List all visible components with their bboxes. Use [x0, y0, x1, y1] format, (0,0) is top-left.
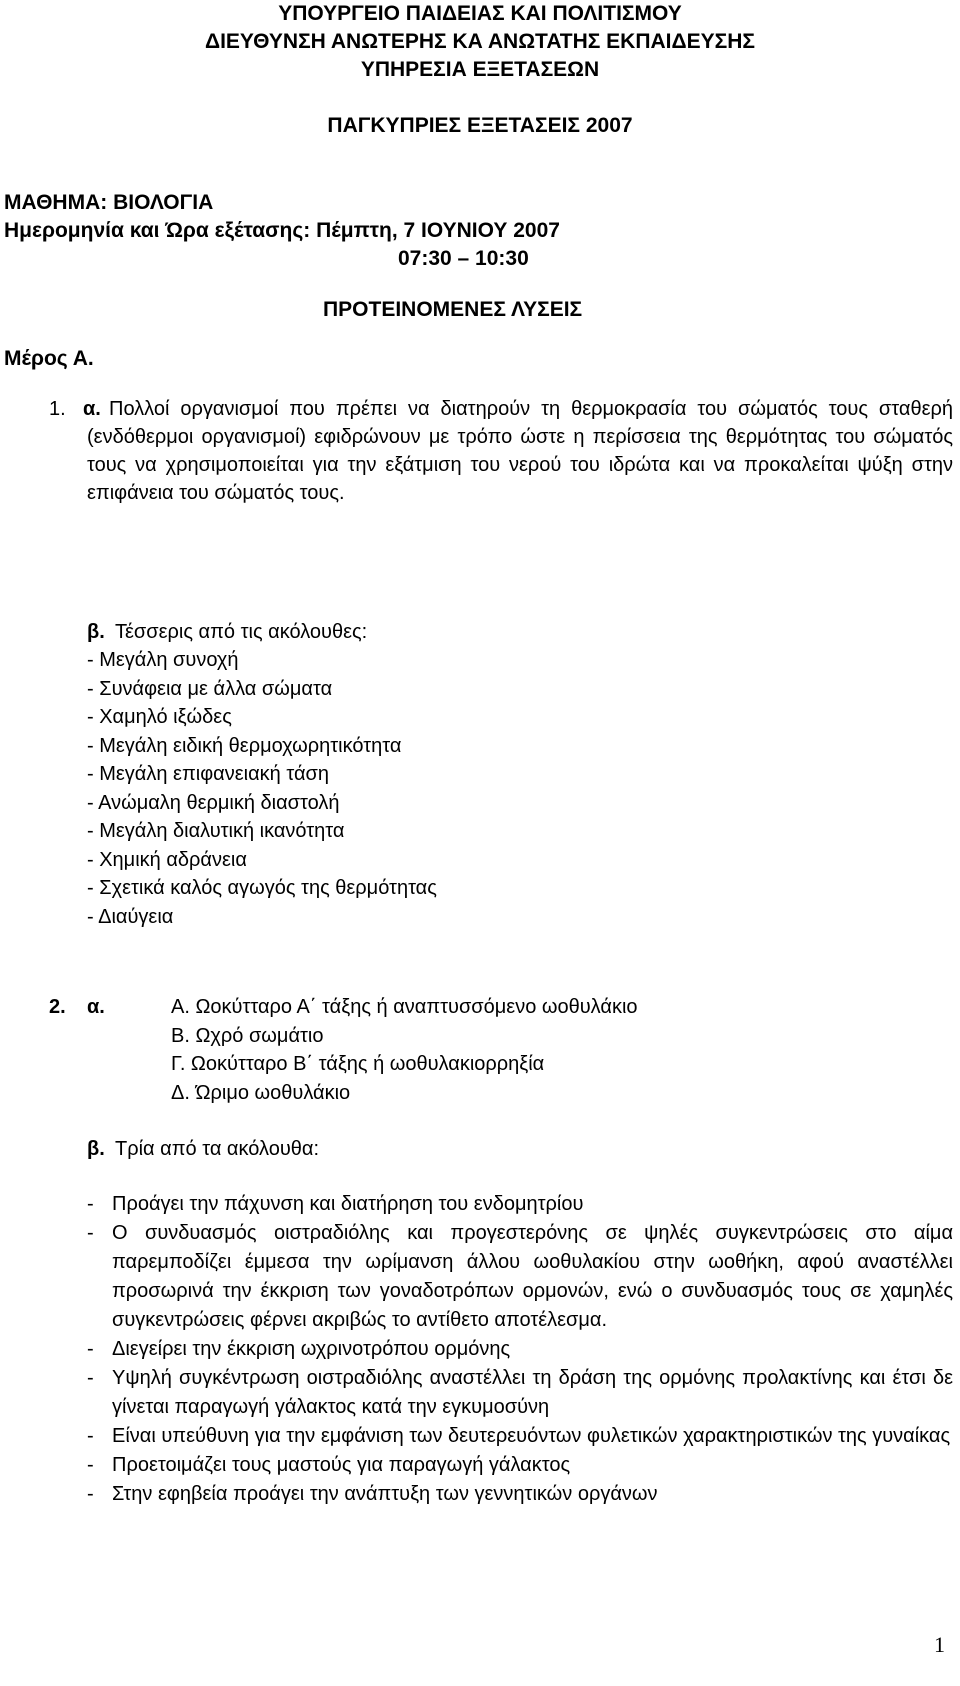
q2-b-list [87, 1190, 953, 1509]
q1-b-intro: Τέσσερις από τις ακόλουθες: [115, 621, 368, 643]
exam-date-line: Ημερομηνία και Ώρα εξέτασης: Πέμπτη, 7 ΙΟΥΝΙΟΥ 2007 [4, 219, 560, 242]
list-item: - Σχετικά καλός αγωγός της θερμότητας [87, 877, 437, 899]
list-item: - Μεγάλη συνοχή [87, 649, 239, 671]
q1-number: 1. [49, 398, 66, 420]
list-item: - Διαύγεια [87, 905, 174, 928]
exam-title: ΠΑΓΚΥΠΡΙΕΣ ΕΞΕΤΑΣΕΙΣ 2007 [327, 114, 633, 137]
list-item: - Ο συνδυασμός οιστραδιόλης και προγεστερόνης σε ψηλές συγκεντρώσεις στο αίμα παρεμποδίζει έμμεσα την ωρίμανση άλλου ωοθυλακίου στην ωοθήκη, αφού αναστέλλει προσωρινά την έκκριση των γοναδοτρόπων ορμονών, ενώ ο συνδυασμός τους σε χαμηλές συγκεντρώσεις φέρνει ακριβώς το αντίθετο αποτέλεσμα. [87, 1222, 953, 1331]
list-item: - Χαμηλό ιξώδες [87, 706, 232, 728]
ministry-title: ΥΠΟΥΡΓΕΙΟ ΠΑΙΔΕΙΑΣ ΚΑΙ ΠΟΛΙΤΙΣΜΟΥ [278, 2, 682, 25]
list-item: - Διεγείρει την έκκριση ωχρινοτρόπου ορμόνης [87, 1338, 511, 1360]
list-item: - Είναι υπεύθυνη για την εμφάνιση των δευτερευόντων φυλετικών χαρακτηριστικών της γυναίκας [87, 1425, 951, 1447]
list-item: Γ. Ωοκύτταρο Β΄ τάξης ή ωοθυλακιορρηξία [171, 1053, 545, 1075]
list-item: - Στην εφηβεία προάγει την ανάπτυξη των γεννητικών οργάνων [87, 1483, 658, 1505]
q1-b-label: β. [87, 621, 105, 643]
list-item: Β. Ωχρό σωμάτιο [171, 1024, 324, 1047]
directorate-title: ΔΙΕΥΘΥΝΣΗ ΑΝΩΤΕΡΗΣ ΚΑ ΑΝΩΤΑΤΗΣ ΕΚΠΑΙΔΕΥΣΗΣ [205, 30, 755, 53]
list-item: Α. Ωοκύτταρο Α΄ τάξης ή αναπτυσσόμενο ωοθυλάκιο [171, 996, 638, 1018]
q2-a-list [171, 993, 638, 1107]
service-title: ΥΠΗΡΕΣΙΑ ΕΞΕΤΑΣΕΩΝ [360, 58, 600, 81]
solutions-title: ΠΡΟΤΕΙΝΟΜΕΝΕΣ ΛΥΣΕΙΣ [323, 298, 583, 321]
list-item: - Υψηλή συγκέντρωση οιστραδιόλης αναστέλλει τη δράση της ορμόνης προλακτίνης και έτσι δε γίνεται παραγωγή γάλακτος κατά την εγκυμοσύνη [87, 1367, 953, 1418]
list-item: - Ανώμαλη θερμική διαστολή [87, 791, 340, 814]
list-item: - Μεγάλη διαλυτική ικανότητα [87, 820, 345, 842]
q1-b-list [87, 646, 437, 931]
q1-a-answer: Πολλοί οργανισμοί που πρέπει να διατηρούν τη θερμοκρασία του σώματός τους σταθερή (ενδόθερμοι οργανισμοί) εφιδρώνουν με τρόπο ώστε η περίσσεια της θερμότητας του σώματός τους να χρησιμοποιείται για την εξάτμιση του νερού του ιδρώτα και να προκαλείται ψύξη στην επιφάνεια του σώματός τους. [87, 398, 953, 504]
part-label: Μέρος Α. [4, 347, 94, 370]
list-item: - Μεγάλη επιφανειακή τάση [87, 763, 329, 785]
list-item: - Προάγει την πάχυνση και διατήρηση του ενδομητρίου [87, 1193, 584, 1215]
list-item: - Συνάφεια με άλλα σώματα [87, 677, 333, 700]
q2-a-label: α. [87, 996, 105, 1018]
list-item: Δ. Ώριμο ωοθυλάκιο [171, 1081, 351, 1104]
subject-line: ΜΑΘΗΜΑ: ΒΙΟΛΟΓΙΑ [4, 191, 214, 214]
exam-time-line: 07:30 – 10:30 [398, 247, 529, 270]
list-item: - Μεγάλη ειδική θερμοχωρητικότητα [87, 734, 402, 757]
list-item: - Προετοιμάζει τους μαστούς για παραγωγή γάλακτος [87, 1454, 571, 1476]
q1-a-label: α. [83, 398, 101, 420]
header-block [0, 0, 960, 84]
q2-b-label: β. [87, 1138, 105, 1160]
q2-b-intro: Τρία από τα ακόλουθα: [115, 1138, 319, 1160]
q2-number: 2. [49, 996, 66, 1018]
list-item: - Χημική αδράνεια [87, 848, 247, 871]
page-number: 1 [934, 1632, 945, 1657]
